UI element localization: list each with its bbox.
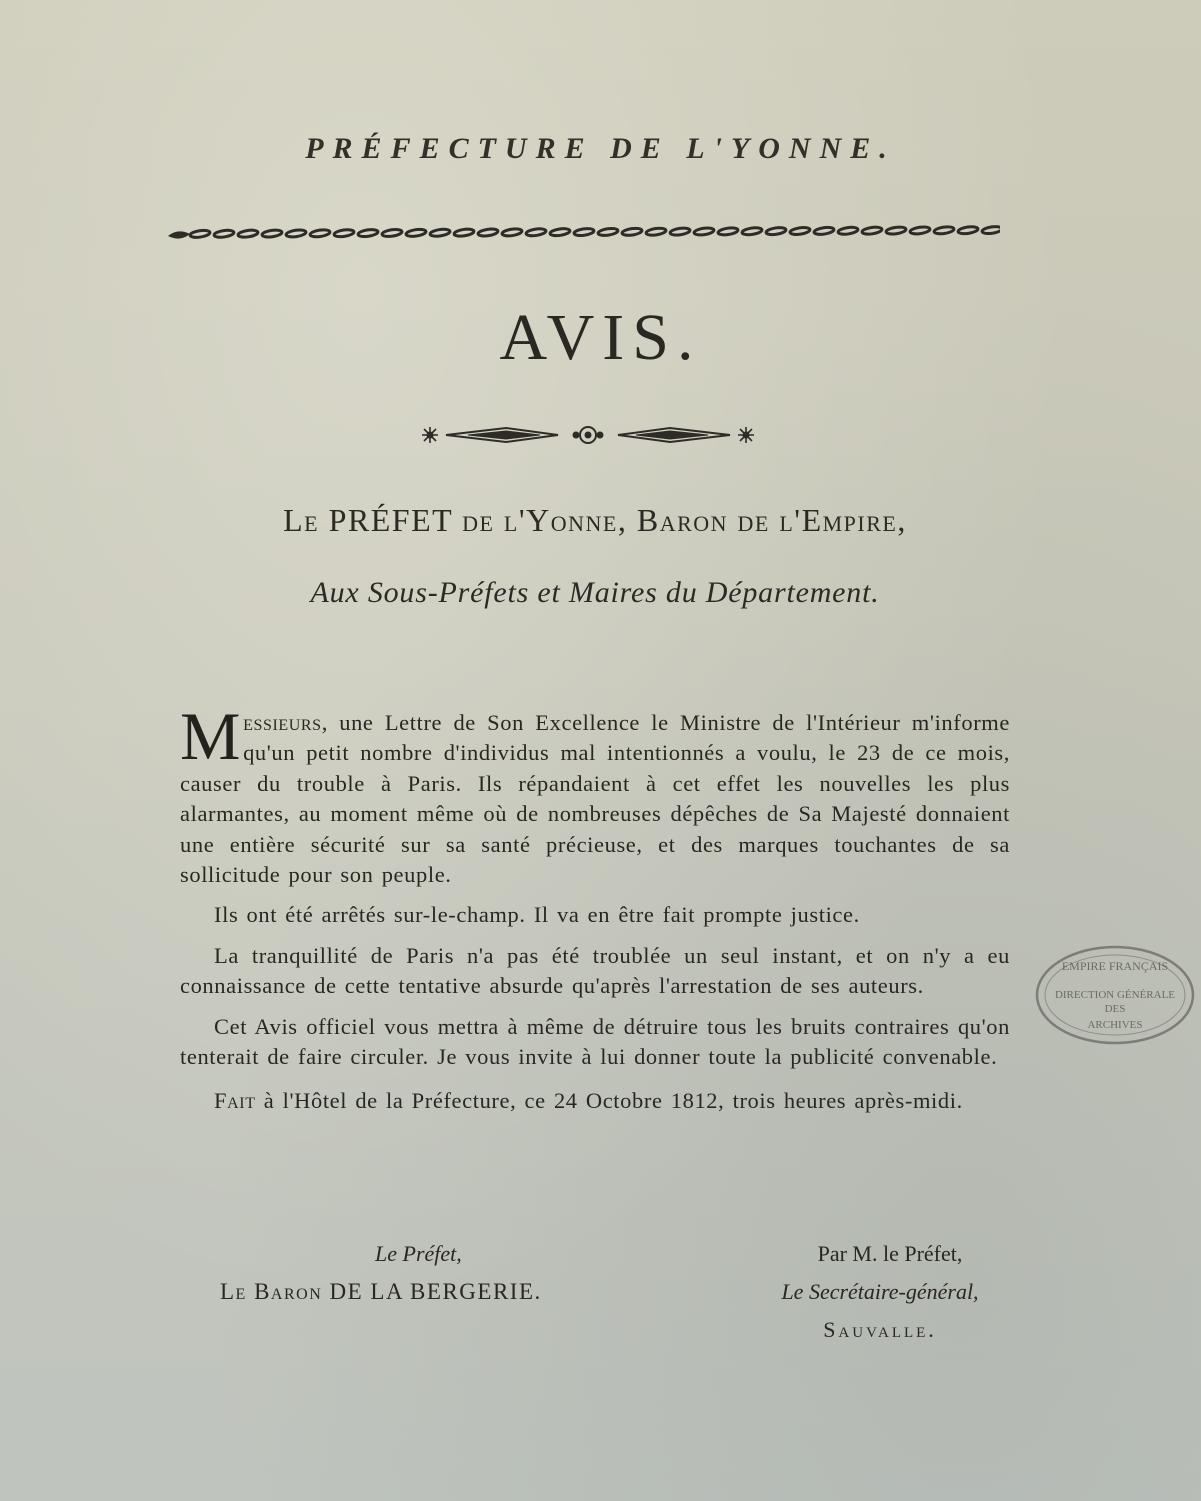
paragraph: Cet Avis officiel vous mettra à même de détruire tous les bruits contraires qu'on tenterait de faire circuler. Je vous invite à lui donner toute la publicité convenable. bbox=[180, 1013, 1010, 1070]
paragraph-text: , une Lettre de Son Excellence le Ministre de l'Intérieur m'informe qu'un petit nombre d'individus mal intentionnés a voulu, le 23 de ce mois, causer du trouble à Paris. Ils répandaient à cet effet les nouvelles les plus alarmantes, au moment même où de nombreuses dépêches de Sa Majesté donnaient une entière sécurité sur sa santé précieuse, et des marques touchantes de sa sollicitude pour son peuple. bbox=[180, 710, 1010, 888]
paragraph-lead: essieurs bbox=[243, 710, 322, 735]
svg-text:DES: DES bbox=[1104, 1003, 1126, 1015]
document-title: AVIS. bbox=[499, 301, 702, 374]
paragraph: La tranquillité de Paris n'a pas été troublée un seul instant, et on n'y a eu connaissance de cette tentative absurde qu'après l'arrestation de ses auteurs. bbox=[180, 942, 1010, 999]
paragraph-text: à l'Hôtel de la Préfecture, ce 24 Octobre 1812, trois heures après-midi. bbox=[255, 1088, 963, 1114]
svg-text:ARCHIVES: ARCHIVES bbox=[1087, 1019, 1143, 1031]
signature-role: Le Secrétaire-général, bbox=[781, 1279, 979, 1304]
paragraph: Ils ont été arrêtés sur-le-champ. Il va en être fait prompte justice. bbox=[214, 902, 860, 928]
signature-role: Le Préfet, bbox=[375, 1241, 462, 1266]
document-heading: PRÉFECTURE DE L'YONNE. bbox=[305, 132, 896, 165]
chain-rule-ornament bbox=[168, 222, 1000, 246]
signature-prefect bbox=[220, 1235, 620, 1311]
paragraph bbox=[180, 1086, 1010, 1116]
paragraph-lead: Fait bbox=[214, 1088, 256, 1114]
svg-text:EMPIRE FRANÇAIS: EMPIRE FRANÇAIS bbox=[1061, 959, 1169, 973]
archives-stamp bbox=[1030, 940, 1200, 1050]
signature-name: Sauvalle. bbox=[823, 1317, 937, 1342]
fleuron-ornament bbox=[418, 420, 758, 450]
signature-secretary bbox=[740, 1235, 1020, 1349]
signature-name: Le Baron DE LA BERGERIE. bbox=[220, 1279, 542, 1304]
addresser-line: Le PRÉFET de l'Yonne, Baron de l'Empire, bbox=[283, 502, 907, 538]
paragraph bbox=[180, 698, 1010, 890]
signature-by-line: Par M. le Préfet, bbox=[817, 1241, 963, 1266]
addressee-line: Aux Sous-Préfets et Maires du Département. bbox=[310, 576, 880, 609]
notice-body bbox=[180, 698, 1010, 1127]
drop-cap: M bbox=[180, 698, 242, 774]
svg-text:DIRECTION GÉNÉRALE: DIRECTION GÉNÉRALE bbox=[1054, 989, 1176, 1001]
